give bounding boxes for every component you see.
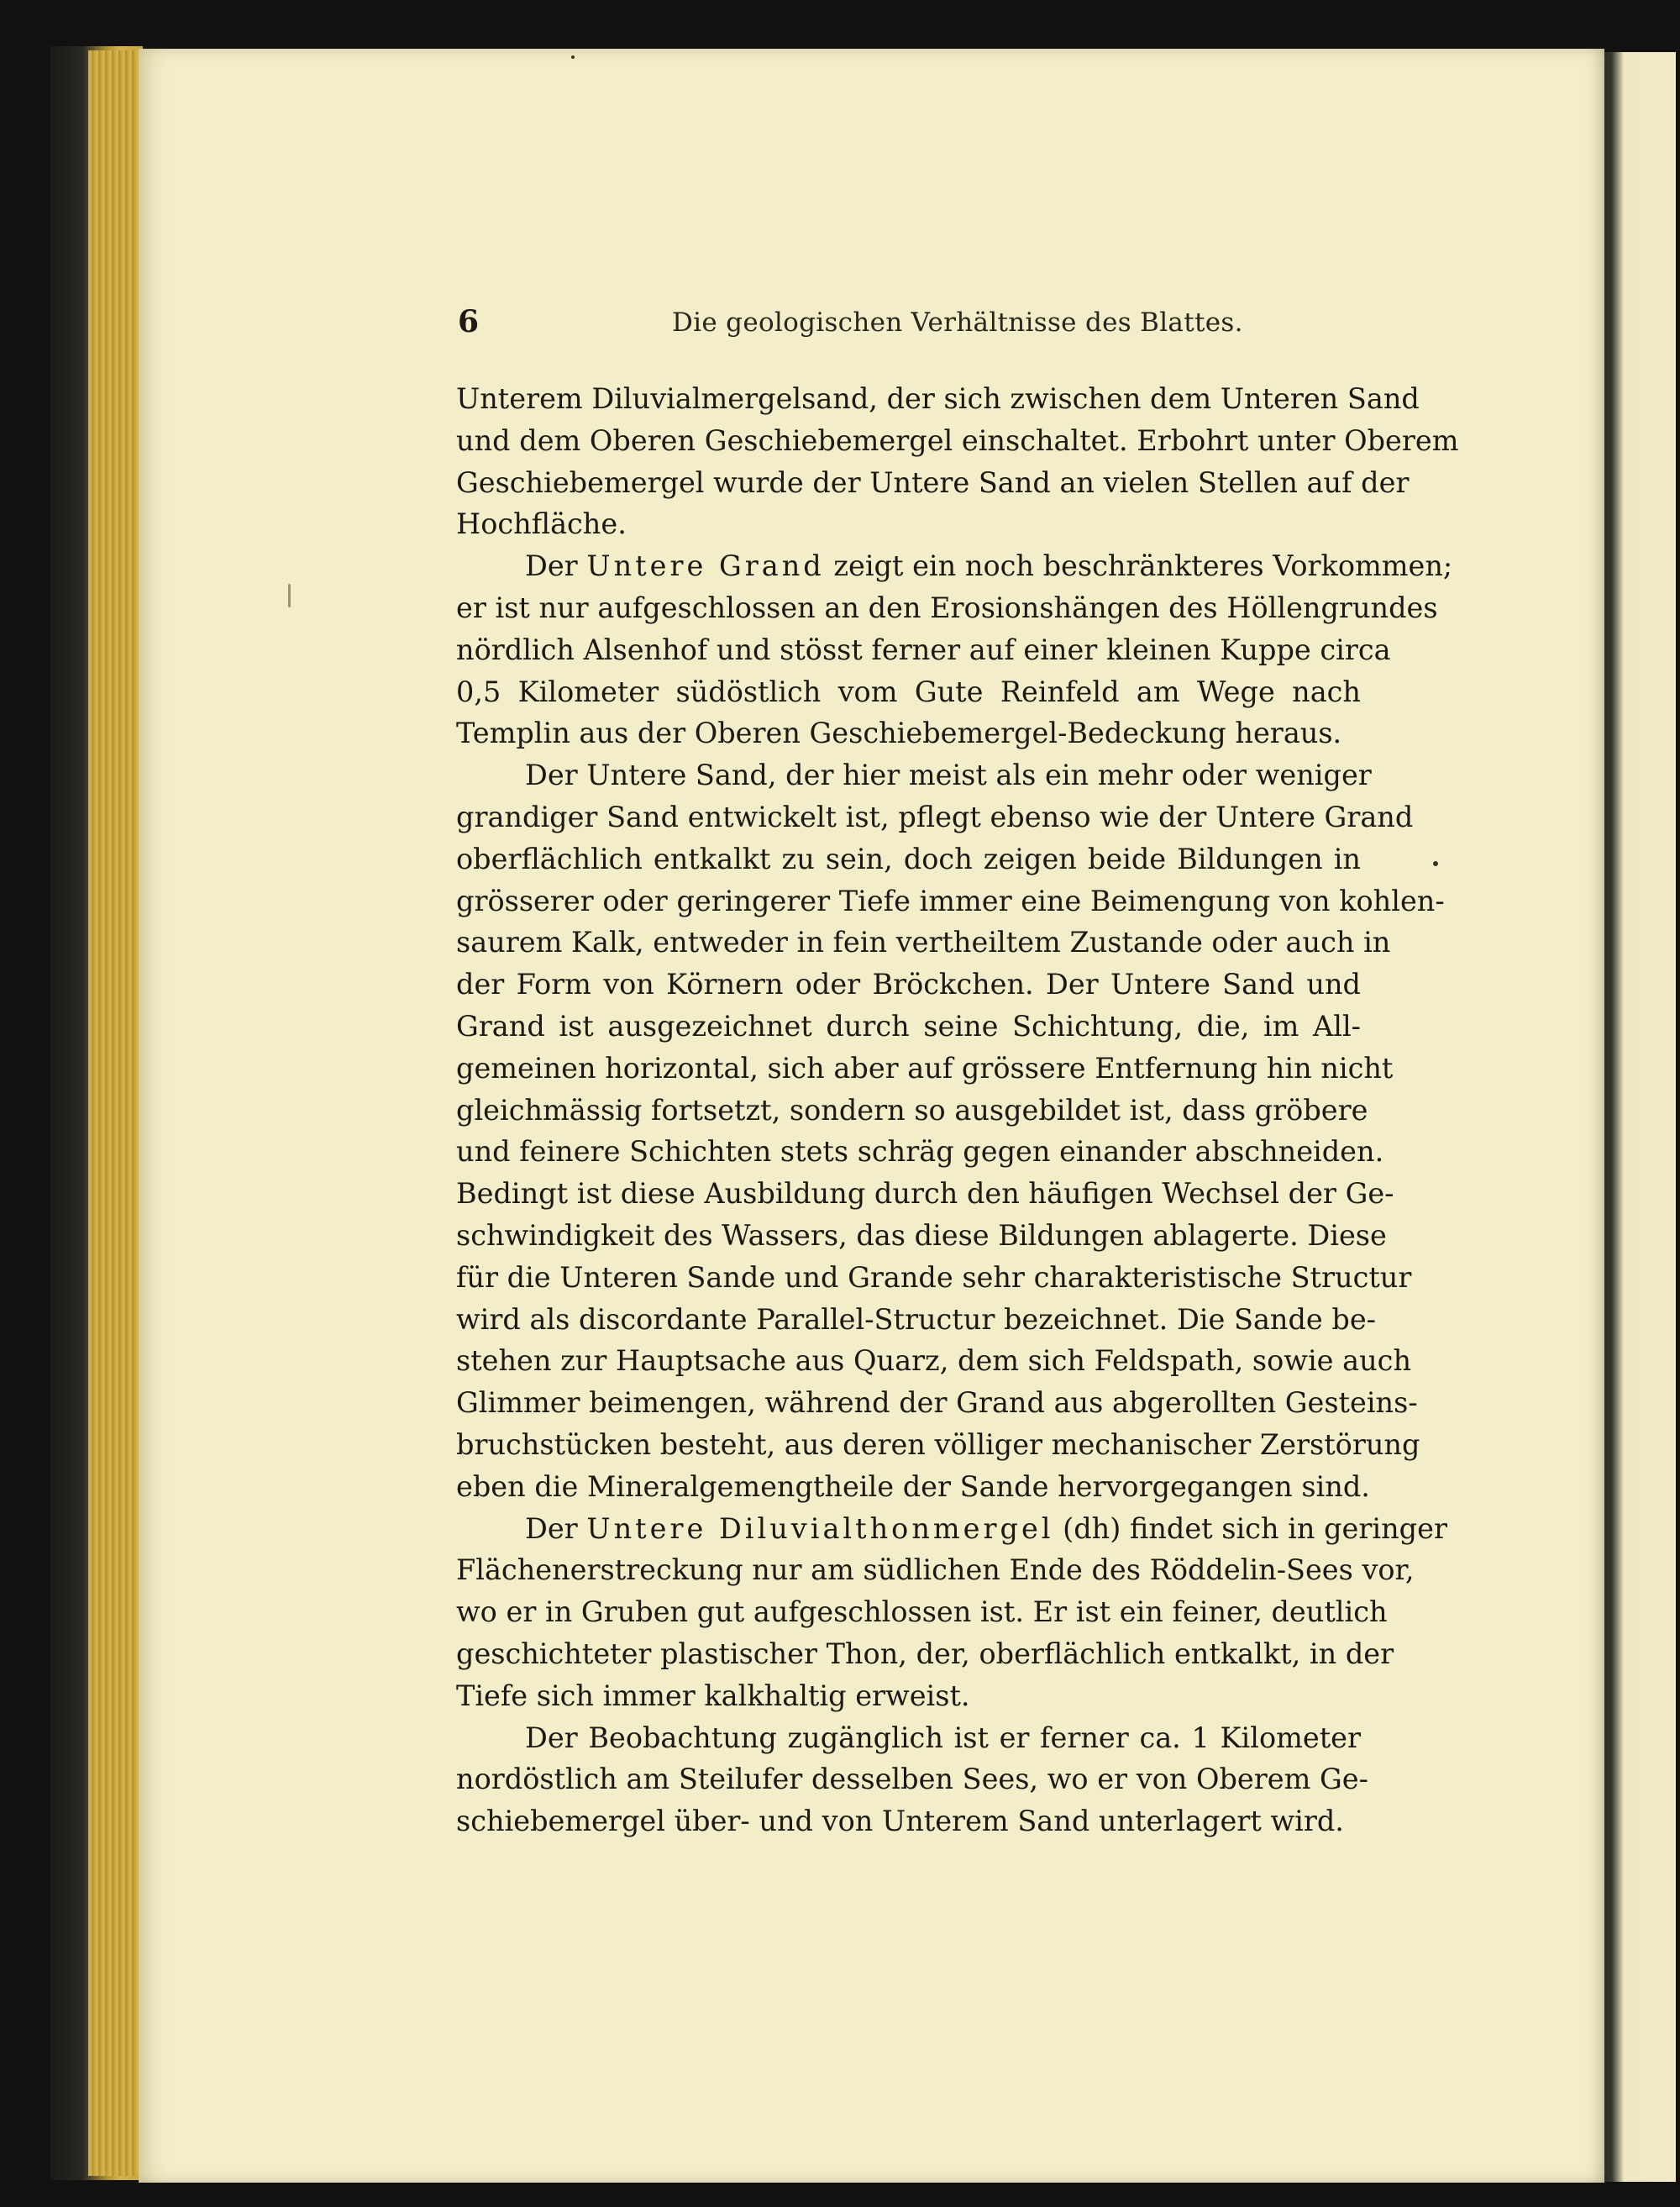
running-title: Die geologischen Verhältnisse des Blattes.: [672, 307, 1243, 338]
text-line: grandiger Sand entwickelt ist, pflegt ebenso wie der Untere Grand: [456, 800, 1414, 833]
text-line: nördlich Alsenhof und stösst ferner auf einer kleinen Kuppe circa: [456, 633, 1391, 666]
paragraph: [456, 754, 1445, 1507]
scan-speck: [1433, 861, 1438, 866]
paragraph: [456, 1508, 1447, 1717]
text-line: 0,5 Kilometer südöstlich vom Gute Reinfeld am Wege nach: [456, 675, 1361, 708]
text-line: Bedingt ist diese Ausbildung durch den häufigen Wechsel der Ge-: [456, 1177, 1394, 1211]
text-line: Unterem Diluvialmergelsand, der sich zwischen dem Unteren Sand: [456, 382, 1420, 415]
text-line: Hochfläche.: [456, 507, 627, 541]
paragraph: [456, 545, 1453, 754]
text-line: schwindigkeit des Wassers, das diese Bildungen ablagerte. Diese: [456, 1218, 1387, 1252]
text-line: Tiefe sich immer kalkhaltig erweist.: [456, 1679, 970, 1712]
text-line: Geschiebemergel wurde der Untere Sand an vielen Stellen auf der: [456, 465, 1410, 499]
text-line: stehen zur Hauptsache aus Quarz, dem sich Feldspath, sowie auch: [456, 1344, 1412, 1378]
next-page-edge: [1596, 52, 1676, 2182]
text-line: schiebemergel über- und von Unterem Sand unterlagert wird.: [456, 1805, 1344, 1838]
spaced-term: Untere Diluvialthonmergel: [586, 1511, 1054, 1545]
text-line: Templin aus der Oberen Geschiebemergel-Bedeckung heraus.: [456, 717, 1342, 750]
text-line: saurem Kalk, entweder in fein vertheiltem Zustande oder auch in: [456, 926, 1391, 959]
text-line: wo er in Gruben gut aufgeschlossen ist. Er ist ein feiner, deutlich: [456, 1595, 1388, 1629]
text-line: Glimmer beimengen, während der Grand aus abgerollten Gesteins-: [456, 1386, 1418, 1420]
text-line: bruchstücken besteht, aus deren völliger mechanischer Zerstörung: [456, 1427, 1420, 1461]
text-line: gemeinen horizontal, sich aber auf grössere Entfernung hin nicht: [456, 1051, 1394, 1085]
text-line: Der Untere Sand, der hier meist als ein mehr oder weniger: [525, 759, 1372, 792]
text-line: Grand ist ausgezeichnet durch seine Schichtung, die, im All-: [456, 1009, 1361, 1043]
body-text: [456, 378, 1459, 1842]
page-number: 6: [458, 304, 480, 339]
text-run: (dh) findet sich in geringer: [1053, 1511, 1447, 1545]
scan-speck: [571, 55, 575, 59]
text-line: gleichmässig fortsetzt, sondern so ausgebildet ist, dass gröbere: [456, 1093, 1368, 1127]
text-line: grösserer oder geringerer Tiefe immer eine Beimengung von kohlen-: [456, 884, 1445, 917]
text-line: geschichteter plastischer Thon, der, oberflächlich entkalkt, in der: [456, 1637, 1394, 1670]
text-line: eben die Mineralgemengtheile der Sande hervorgegangen sind.: [456, 1469, 1370, 1503]
page-edges: [88, 50, 139, 2176]
text-line: Flächenerstreckung nur am südlichen Ende des Röddelin-Sees vor,: [456, 1553, 1415, 1587]
text-run: Der: [525, 1511, 587, 1545]
text-line: wird als discordante Parallel-Structur bezeichnet. Die Sande be-: [456, 1302, 1376, 1336]
text-line: der Form von Körnern oder Bröckchen. Der Untere Sand und: [456, 968, 1361, 1001]
text-line: und feinere Schichten stets schräg gegen einander abschneiden.: [456, 1135, 1384, 1169]
text-line: Der Beobachtung zugänglich ist er ferner ca. 1 Kilometer: [525, 1721, 1361, 1754]
text-line: und dem Oberen Geschiebemergel einschaltet. Erbohrt unter Oberem: [456, 423, 1459, 457]
text-line: für die Unteren Sande und Grande sehr charakteristische Structur: [456, 1260, 1412, 1294]
text-run: Der: [525, 549, 587, 583]
paragraph: [456, 1717, 1368, 1842]
text-line: nordöstlich am Steilufer desselben Sees, wo er von Oberem Ge-: [456, 1763, 1368, 1796]
page-header: [458, 304, 1361, 346]
scan-speck: [288, 584, 291, 607]
paragraph: [456, 378, 1459, 545]
text-line: [456, 1508, 1447, 1550]
spaced-term: Untere Grand: [586, 549, 825, 583]
text-line: er ist nur aufgeschlossen an den Erosionshängen des Höllengrundes: [456, 591, 1438, 624]
text-run: zeigt ein noch beschränkteres Vorkommen;: [824, 549, 1453, 583]
text-line: oberflächlich entkalkt zu sein, doch zeigen beide Bildungen in: [456, 842, 1361, 875]
text-line: [456, 545, 1453, 587]
